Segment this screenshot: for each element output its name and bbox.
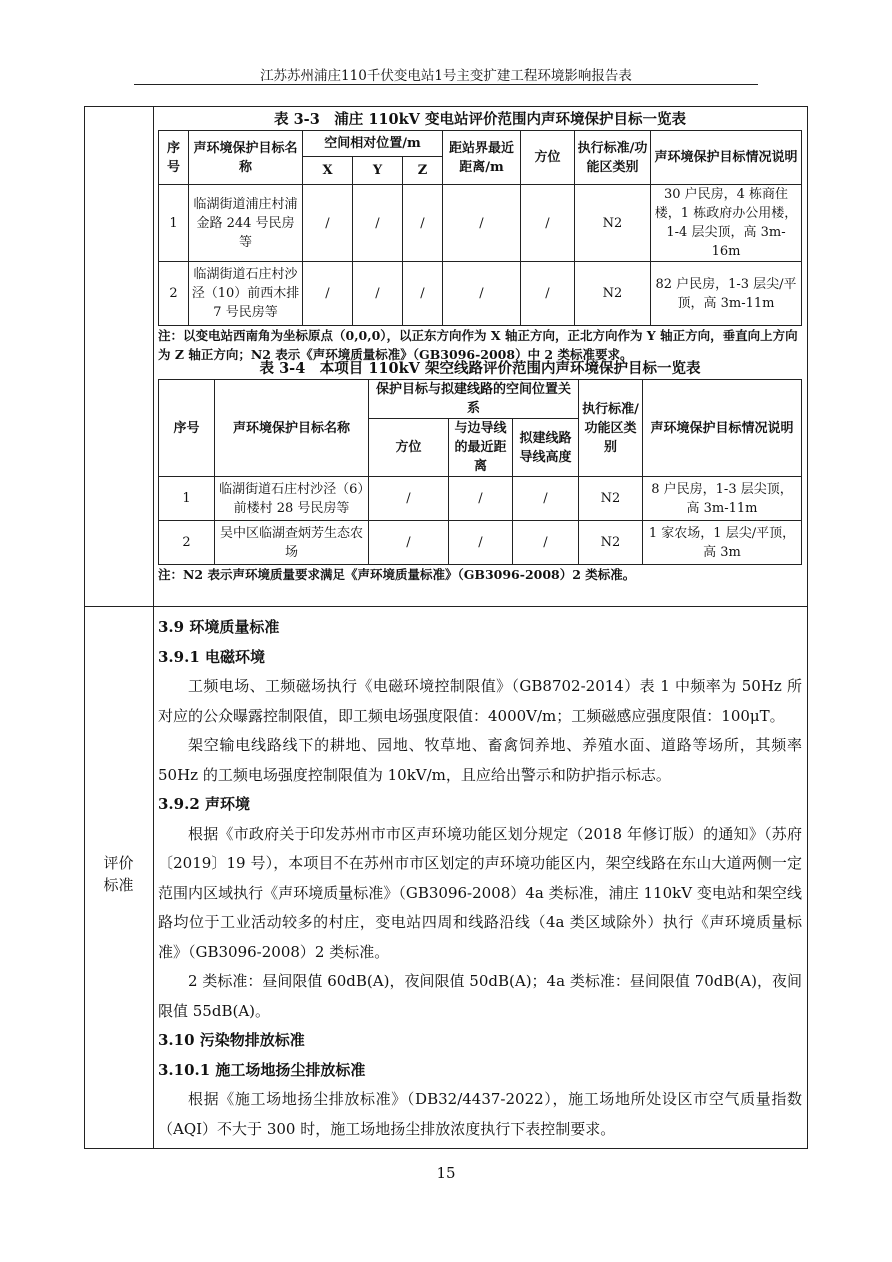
cell-no: 2 [159,262,189,326]
heading-3-9-2: 3.9.2 声环境 [158,795,250,813]
col-header-no: 序号 [159,131,189,185]
heading-3-9-1: 3.9.1 电磁环境 [158,647,265,666]
col-header-target: 声环境保护目标名称 [189,131,303,185]
section-label [84,852,153,896]
cell-distance: / [443,262,521,326]
section-label-text: 评价标准 [103,854,134,894]
col-header-direction: 方位 [369,419,449,477]
cell-z: / [403,185,443,262]
table-row [159,521,802,565]
cell-description: 82 户民房，1-3 层尖/平顶，高 3m-11m [651,262,802,326]
cell-x: / [303,262,353,326]
cell-description: 30 户民房，4 栋商住楼，1 栋政府办公用楼，1-4 层尖顶，高 3m-16m [651,185,802,262]
cell-no: 2 [159,521,215,565]
cell-direction: / [521,262,575,326]
cell-x: / [303,185,353,262]
column-divider [153,106,154,1149]
paragraph: 架空输电线路线下的耕地、园地、牧草地、畜禽饲养地、养殖水面、道路等场所，其频率 50Hz 的工频电场强度控制限值为 10kV/m，且应给出警示和防护指示标志。 [158,736,802,784]
col-header-description: 声环境保护目标情况说明 [651,131,802,185]
col-header-description: 声环境保护目标情况说明 [643,380,802,477]
paragraph: 2 类标准：昼间限值 60dB(A)，夜间限值 50dB(A)；4a 类标准：昼间限值 70dB(A)，夜间限值 55dB(A)。 [158,972,802,1020]
cell-standard: N2 [579,521,643,565]
col-header-target: 声环境保护目标名称 [215,380,369,477]
col-header-line-height: 拟建线路导线高度 [513,419,579,477]
table-3-4 [158,379,802,565]
cell-direction: / [369,521,449,565]
cell-target: 吴中区临湖查炳芳生态农场 [215,521,369,565]
cell-standard: N2 [575,262,651,326]
table-3-4-wrap [158,379,802,584]
table-3-3 [158,130,802,326]
table-3-4-note: 注：N2 表示声环境质量要求满足《声环境质量标准》（GB3096-2008）2 类标准。 [158,567,636,582]
col-header-z: Z [403,157,443,185]
heading-3-9: 3.9 环境质量标准 [158,618,280,636]
cell-edge-distance: / [449,477,513,521]
col-header-direction: 方位 [521,131,575,185]
cell-target: 临湖街道石庄村沙泾（10）前西木排 7 号民房等 [189,262,303,326]
col-header-distance: 距站界最近距离/m [443,131,521,185]
col-header-x: X [303,157,353,185]
cell-z: / [403,262,443,326]
table-3-3-note: 注：以变电站西南角为坐标原点（0,0,0），以正东方向作为 X 轴正方向，正北方向作为 Y 轴正方向，垂直向上方向为 Z 轴正方向；N2 表示《声环境质量标准》（GB3096-2008）中 2 类标准要求。 [158,328,798,362]
cell-direction: / [369,477,449,521]
cell-standard: N2 [579,477,643,521]
col-header-standard: 执行标准/功能区类别 [575,131,651,185]
cell-no: 1 [159,477,215,521]
table-row [159,477,802,521]
table-row [159,185,802,262]
paragraph: 根据《施工场地扬尘排放标准》（DB32/4437-2022），施工场地所处设区市空气质量指数（AQI）不大于 300 时，施工场地扬尘排放浓度执行下表控制要求。 [158,1090,802,1138]
table-3-3-wrap [158,130,802,364]
col-header-no: 序号 [159,380,215,477]
cell-description: 1 家农场，1 层尖/平顶，高 3m [643,521,802,565]
cell-line-height: / [513,477,579,521]
table-3-4-caption: 表 3-4 本项目 110kV 架空线路评价范围内声环境保护目标一览表 [259,360,701,377]
cell-description: 8 户民房，1-3 层尖顶，高 3m-11m [643,477,802,521]
standards-section [158,613,802,1144]
col-header-relation: 保护目标与拟建线路的空间位置关系 [369,380,579,419]
col-header-standard: 执行标准/功能区类别 [579,380,643,477]
row-divider [84,606,808,607]
page-header: 江苏苏州浦庄110千伏变电站1号主变扩建工程环境影响报告表 [260,68,632,84]
cell-standard: N2 [575,185,651,262]
header-rule [134,84,758,85]
cell-y: / [353,185,403,262]
table-3-3-caption: 表 3-3 浦庄 110kV 变电站评价范围内声环境保护目标一览表 [274,111,686,128]
cell-no: 1 [159,185,189,262]
heading-3-10: 3.10 污染物排放标准 [158,1031,305,1049]
heading-3-10-1: 3.10.1 施工场地扬尘排放标准 [158,1060,366,1079]
cell-y: / [353,262,403,326]
col-header-y: Y [353,157,403,185]
col-header-edge-distance: 与边导线的最近距离 [449,419,513,477]
cell-distance: / [443,185,521,262]
cell-target: 临湖街道浦庄村浦金路 244 号民房等 [189,185,303,262]
table-row [159,262,802,326]
paragraph: 工频电场、工频磁场执行《电磁环境控制限值》（GB8702-2014）表 1 中频率为 50Hz 所对应的公众曝露控制限值，即工频电场强度限值：4000V/m；工频磁感应强度限值：100μT。 [158,677,802,725]
cell-line-height: / [513,521,579,565]
cell-direction: / [521,185,575,262]
page-number: 15 [436,1164,456,1182]
cell-edge-distance: / [449,521,513,565]
cell-target: 临湖街道石庄村沙泾（6）前楼村 28 号民房等 [215,477,369,521]
col-header-position: 空间相对位置/m [303,131,443,157]
paragraph: 根据《市政府关于印发苏州市市区声环境功能区划分规定（2018 年修订版）的通知》（苏府〔2019〕19 号），本项目不在苏州市市区划定的声环境功能区内，架空线路在东山大道两侧一定范围内区域执行《声环境质量标准》（GB3096-2008）4a 类标准，浦庄 110kV 变电站和架空线路均位于工业活动较多的村庄，变电站四周和线路沿线（4a 类区域除外）执行《声环境质量标准》（GB3096-2008）2 类标准。 [158,824,802,961]
